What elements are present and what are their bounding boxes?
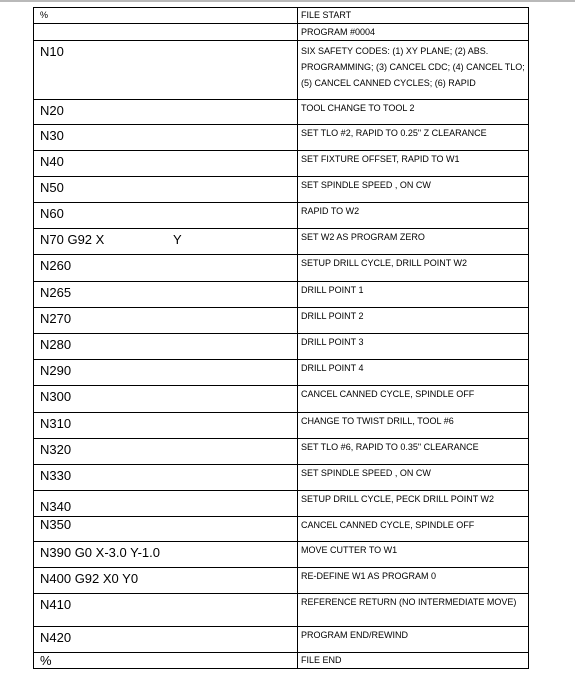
description-cell: SET TLO #2, RAPID TO 0.25" Z CLEARANCE [298,125,529,151]
description-cell: SET W2 AS PROGRAM ZERO [298,229,529,255]
table-row [34,203,529,229]
table-row [34,282,529,308]
table-row [34,594,529,627]
code-cell: N330 [34,465,298,491]
table-row [34,177,529,203]
description-cell: DRILL POINT 4 [298,360,529,386]
table-row [34,334,529,360]
code-cell: % [34,653,298,669]
code-cell: N40 [34,151,298,177]
code-cell: N270 [34,308,298,334]
code-cell: N265 [34,282,298,308]
code-cell: N420 [34,627,298,653]
code-cell: N10 [34,41,298,100]
table-row [34,151,529,177]
table-row [34,542,529,568]
table-row [34,255,529,282]
code-cell: N320 [34,439,298,465]
description-cell: TOOL CHANGE TO TOOL 2 [298,100,529,125]
code-cell: N410 [34,594,298,627]
table-row [34,386,529,413]
code-cell [34,24,298,41]
code-y-text: Y [173,232,182,247]
code-cell: N290 [34,360,298,386]
description-cell: DRILL POINT 2 [298,308,529,334]
description-cell: RE-DEFINE W1 AS PROGRAM 0 [298,568,529,594]
top-rule [0,0,575,2]
code-cell: N390 G0 X-3.0 Y-1.0 [34,542,298,568]
description-cell: SET TLO #6, RAPID TO 0.35" CLEARANCE [298,439,529,465]
table-row [34,100,529,125]
table-row [34,125,529,151]
description-cell: SETUP DRILL CYCLE, DRILL POINT W2 [298,255,529,282]
table-row [34,439,529,465]
table-row [34,360,529,386]
description-cell: SET SPINDLE SPEED , ON CW [298,465,529,491]
code-text: N70 G92 X [40,232,105,247]
code-cell: N340 [34,491,298,517]
description-cell: PROGRAM #0004 [298,24,529,41]
code-cell: N400 G92 X0 Y0 [34,568,298,594]
table-row [34,627,529,653]
table-row [34,8,529,24]
table-row [34,491,529,517]
description-cell: PROGRAM END/REWIND [298,627,529,653]
table-row [34,465,529,491]
code-cell: % [34,8,298,24]
code-cell: N300 [34,386,298,413]
description-cell: DRILL POINT 3 [298,334,529,360]
code-cell: N280 [34,334,298,360]
description-cell: CANCEL CANNED CYCLE, SPINDLE OFF [298,386,529,413]
description-cell: MOVE CUTTER TO W1 [298,542,529,568]
description-cell: SET FIXTURE OFFSET, RAPID TO W1 [298,151,529,177]
description-cell: SETUP DRILL CYCLE, PECK DRILL POINT W2 [298,491,529,517]
code-cell: N60 [34,203,298,229]
code-cell: N50 [34,177,298,203]
code-cell: N260 [34,255,298,282]
code-cell: N310 [34,413,298,439]
description-cell: SIX SAFETY CODES: (1) XY PLANE; (2) ABS. PROGRAMMING; (3) CANCEL CDC; (4) CANCEL TLO; (5) CANCEL CANNED CYCLES; (6) RAPID [298,41,529,100]
description-cell: CHANGE TO TWIST DRILL, TOOL #6 [298,413,529,439]
table-row [34,568,529,594]
description-cell: DRILL POINT 1 [298,282,529,308]
description-cell: FILE START [298,8,529,24]
table-row [34,308,529,334]
table-row [34,229,529,255]
code-cell: N30 [34,125,298,151]
code-cell [34,229,298,255]
table-row [34,413,529,439]
description-cell: REFERENCE RETURN (NO INTERMEDIATE MOVE) [298,594,529,627]
table-row [34,517,529,542]
code-cell: N350 [34,517,298,542]
description-cell: FILE END [298,653,529,669]
table-row [34,41,529,100]
table-row [34,24,529,41]
description-cell: SET SPINDLE SPEED , ON CW [298,177,529,203]
table-row [34,653,529,669]
code-cell: N20 [34,100,298,125]
cnc-program-table [33,7,529,669]
description-cell: RAPID TO W2 [298,203,529,229]
description-cell: CANCEL CANNED CYCLE, SPINDLE OFF [298,517,529,542]
